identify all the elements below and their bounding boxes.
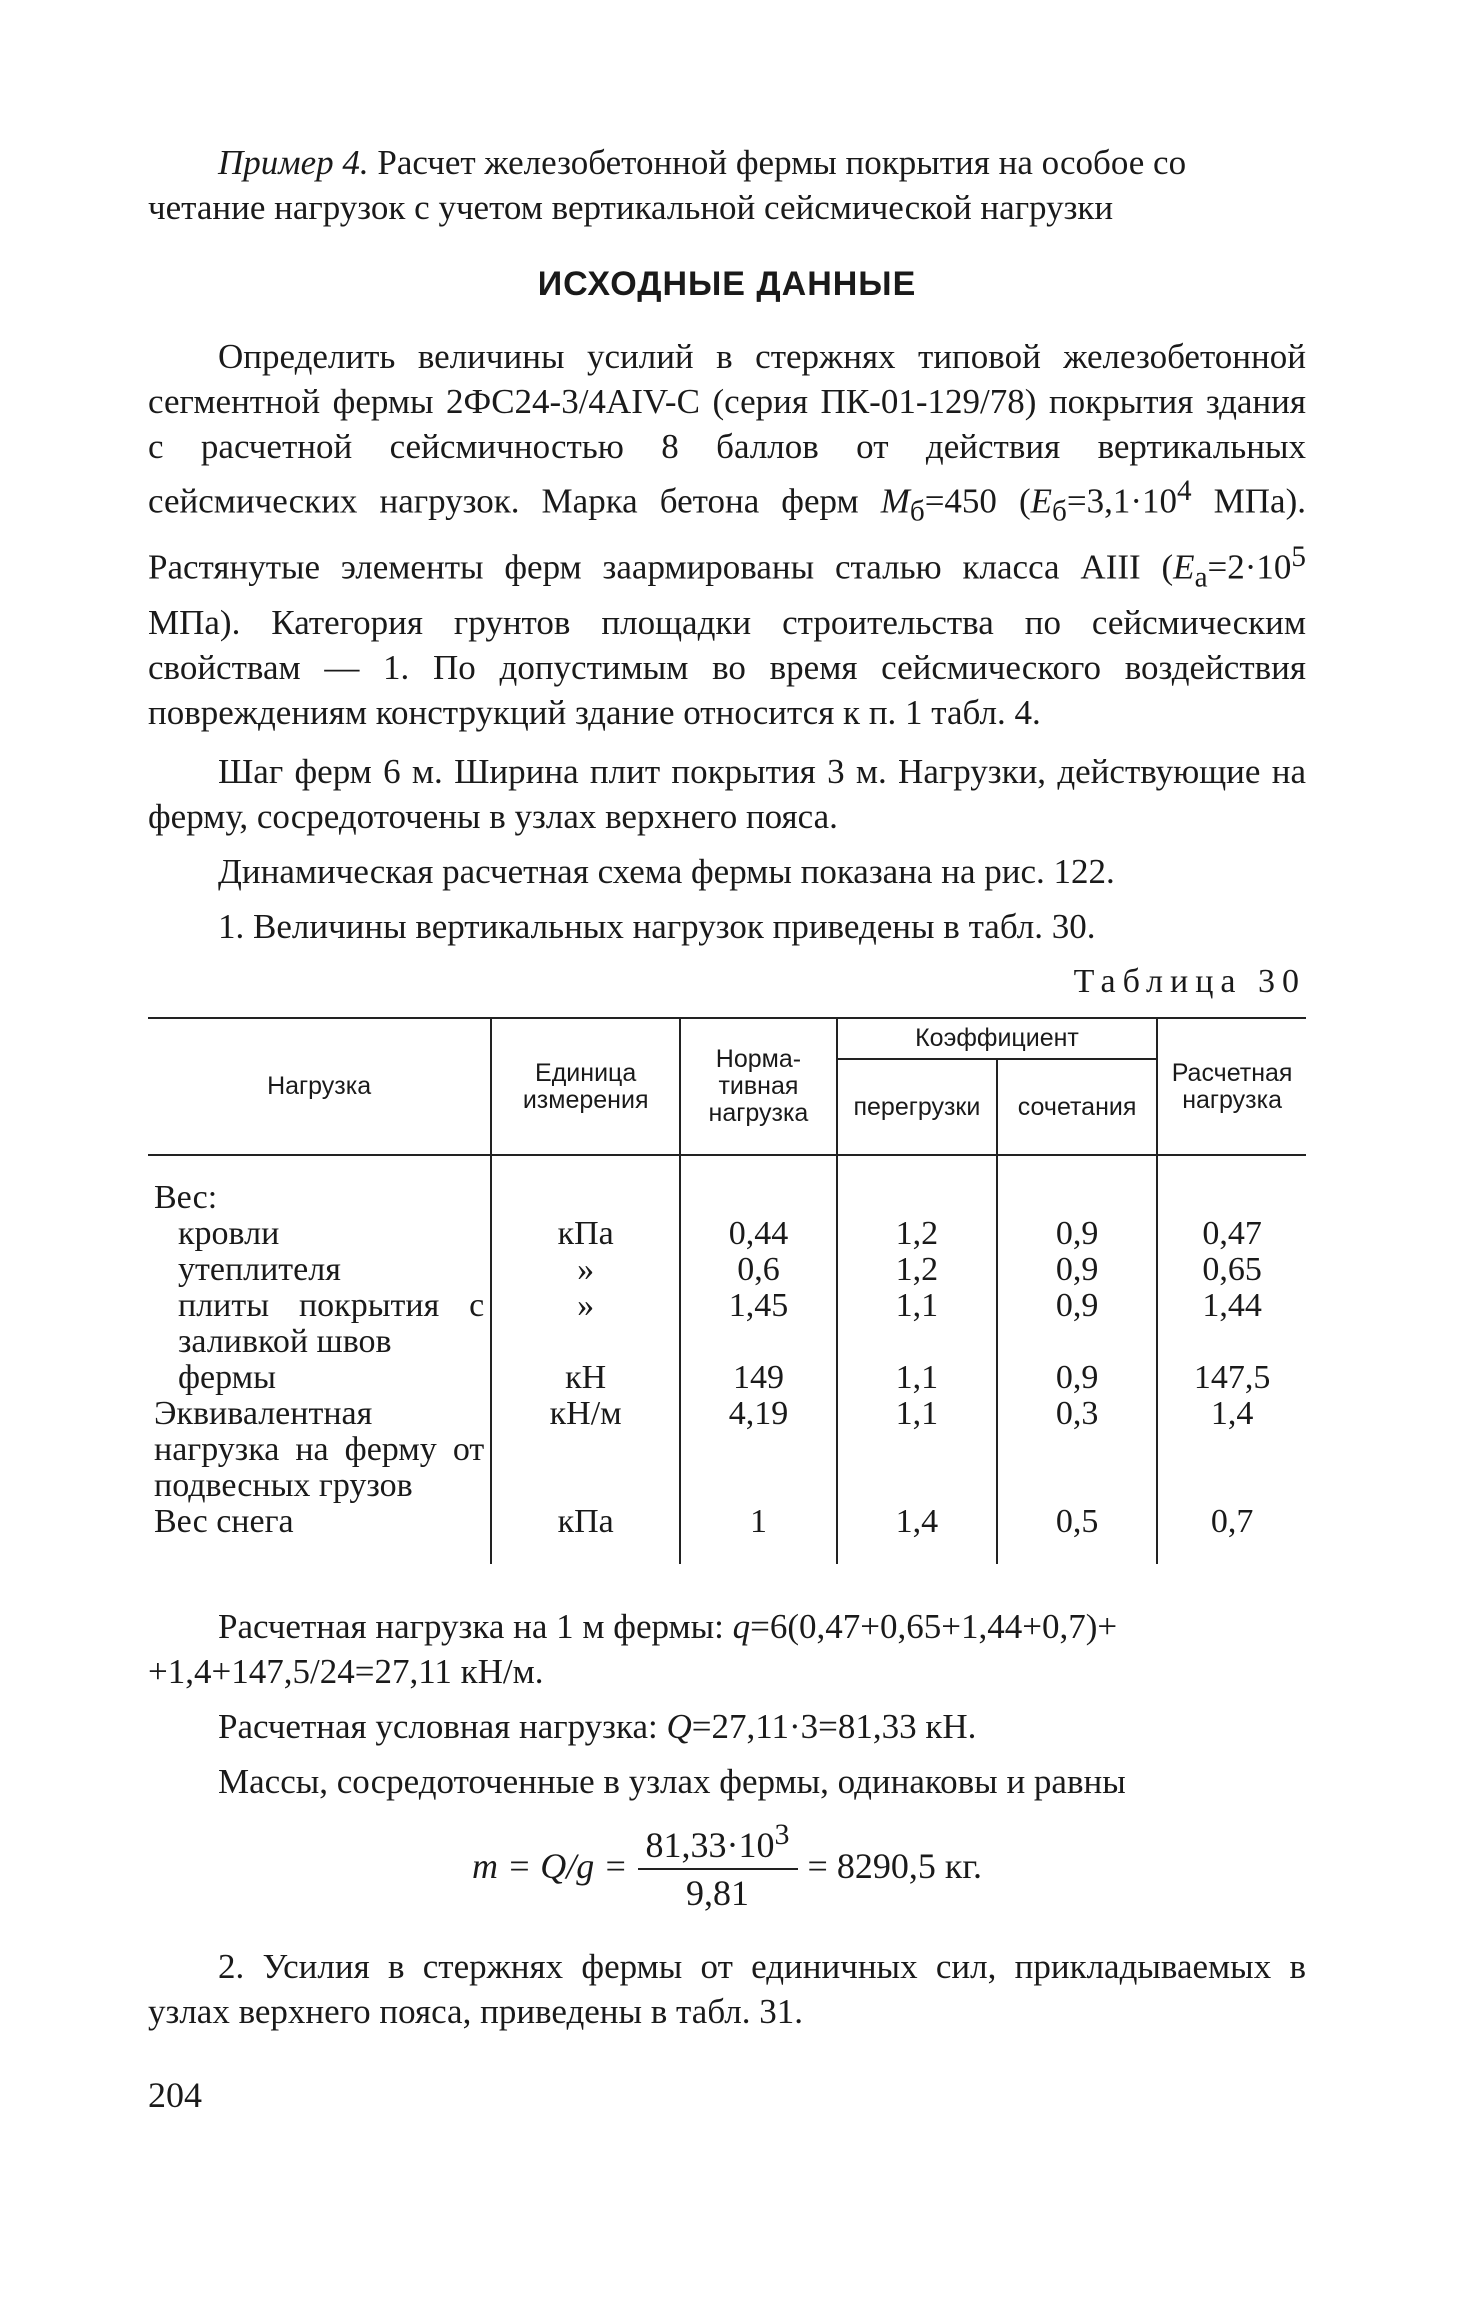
col-normative: Нормативная нагрузка <box>680 1018 837 1155</box>
col-overload: перегрузки <box>837 1059 997 1155</box>
paragraph-truss-step: Шаг ферм 6 м. Ширина плит покрытия 3 м. Нагрузки, действующие на ферму, сосредоточены в узлах верхнего пояса. <box>148 752 1306 837</box>
col-load: Нагрузка <box>148 1018 491 1155</box>
formula-rhs: = 8290,5 кг. <box>807 1846 983 1887</box>
loads-table <box>148 1017 1306 1564</box>
section-heading: ИСХОДНЫЕ ДАННЫЕ <box>537 265 917 303</box>
col-unit: Единица измерения <box>491 1018 680 1155</box>
calc-conditional-load: Расчетная условная нагрузка: Q=27,11·3=81,33 кН. <box>218 1707 977 1747</box>
table-row <box>148 1180 1306 1216</box>
table-row: фермы кН 149 1,1 0,9 147,5 <box>148 1360 1306 1396</box>
col-combination: сочетания <box>997 1059 1157 1155</box>
page-number: 204 <box>148 2075 202 2116</box>
formula-fraction: $\frac{81,33\cdot 10^3}{9,81}$ <box>638 1818 798 1914</box>
example-label: Пример 4. <box>218 143 369 182</box>
example-intro <box>148 140 1306 185</box>
paragraph-loads-ref: 1. Величины вертикальных нагрузок приведены в табл. 30. <box>218 907 1096 947</box>
calc-distributed-load: Расчетная нагрузка на 1 м фермы: q=6(0,47+0,65+1,44+0,7)+ <box>218 1607 1118 1647</box>
formula-lhs: m = Q/g = <box>471 1846 628 1887</box>
paragraph-unit-forces: 2. Усилия в стержнях фермы от единичных сил, прикладываемых в узлах верхнего пояса, приведены в табл. 31. <box>148 1947 1306 2032</box>
table-row: Эквивалентная нагрузка на ферму от подвесных грузов кН/м 4,19 1,1 0,3 1,4 <box>148 1396 1306 1504</box>
table-row: плиты покрытия с заливкой швов » 1,45 1,1 0,9 1,44 <box>148 1288 1306 1360</box>
mass-formula <box>148 1818 1306 1914</box>
paragraph-initial-data: Определить величины усилий в стержнях типовой железобетонной сегментной фермы 2ФС24-3/4AIV-C (серия ПК-01-129/78) покрытия здания с расчетной сейсмичностью 8 баллов от действия вертикальных сейсмических нагрузок. Марка бетона ферм $М_б=450$ ($Е_б=3,1\cdot 10^4$ МПа). Растянутые элементы ферм заармированы сталью класса AIII ($Е_а=2\cdot 10^5$ МПа). Категория грунтов площадки строительства по сейсмическим свойствам — 1. По допустимым во время сейсмического воздействия повреждениям конструкций здание относится к п. 1 табл. 4. <box>148 337 1306 733</box>
col-coefficient: Коэффициент <box>837 1018 1157 1059</box>
table-caption: Таблица 30 <box>1073 963 1306 1001</box>
calc-distributed-load-cont: +1,4+147,5/24=27,11 кН/м. <box>148 1652 544 1692</box>
example-line1: Расчет железобетонной фермы покрытия на особое со <box>377 143 1187 182</box>
table-row: кровли кПа 0,44 1,2 0,9 0,47 <box>148 1216 1306 1252</box>
page <box>148 140 1306 2116</box>
paragraph-dynamic-scheme: Динамическая расчетная схема фермы показана на рис. 122. <box>218 852 1115 892</box>
table-row: Вес снега кПа 1 1,4 0,5 0,7 <box>148 1504 1306 1540</box>
group-label: Вес: <box>154 1179 218 1217</box>
col-design: Расчетная нагрузка <box>1157 1018 1306 1155</box>
example-line2: четание нагрузок с учетом вертикальной сейсмической нагрузки <box>148 188 1114 227</box>
table-row: утеплителя » 0,6 1,2 0,9 0,65 <box>148 1252 1306 1288</box>
calc-masses: Массы, сосредоточенные в узлах фермы, одинаковы и равны <box>218 1762 1126 1802</box>
